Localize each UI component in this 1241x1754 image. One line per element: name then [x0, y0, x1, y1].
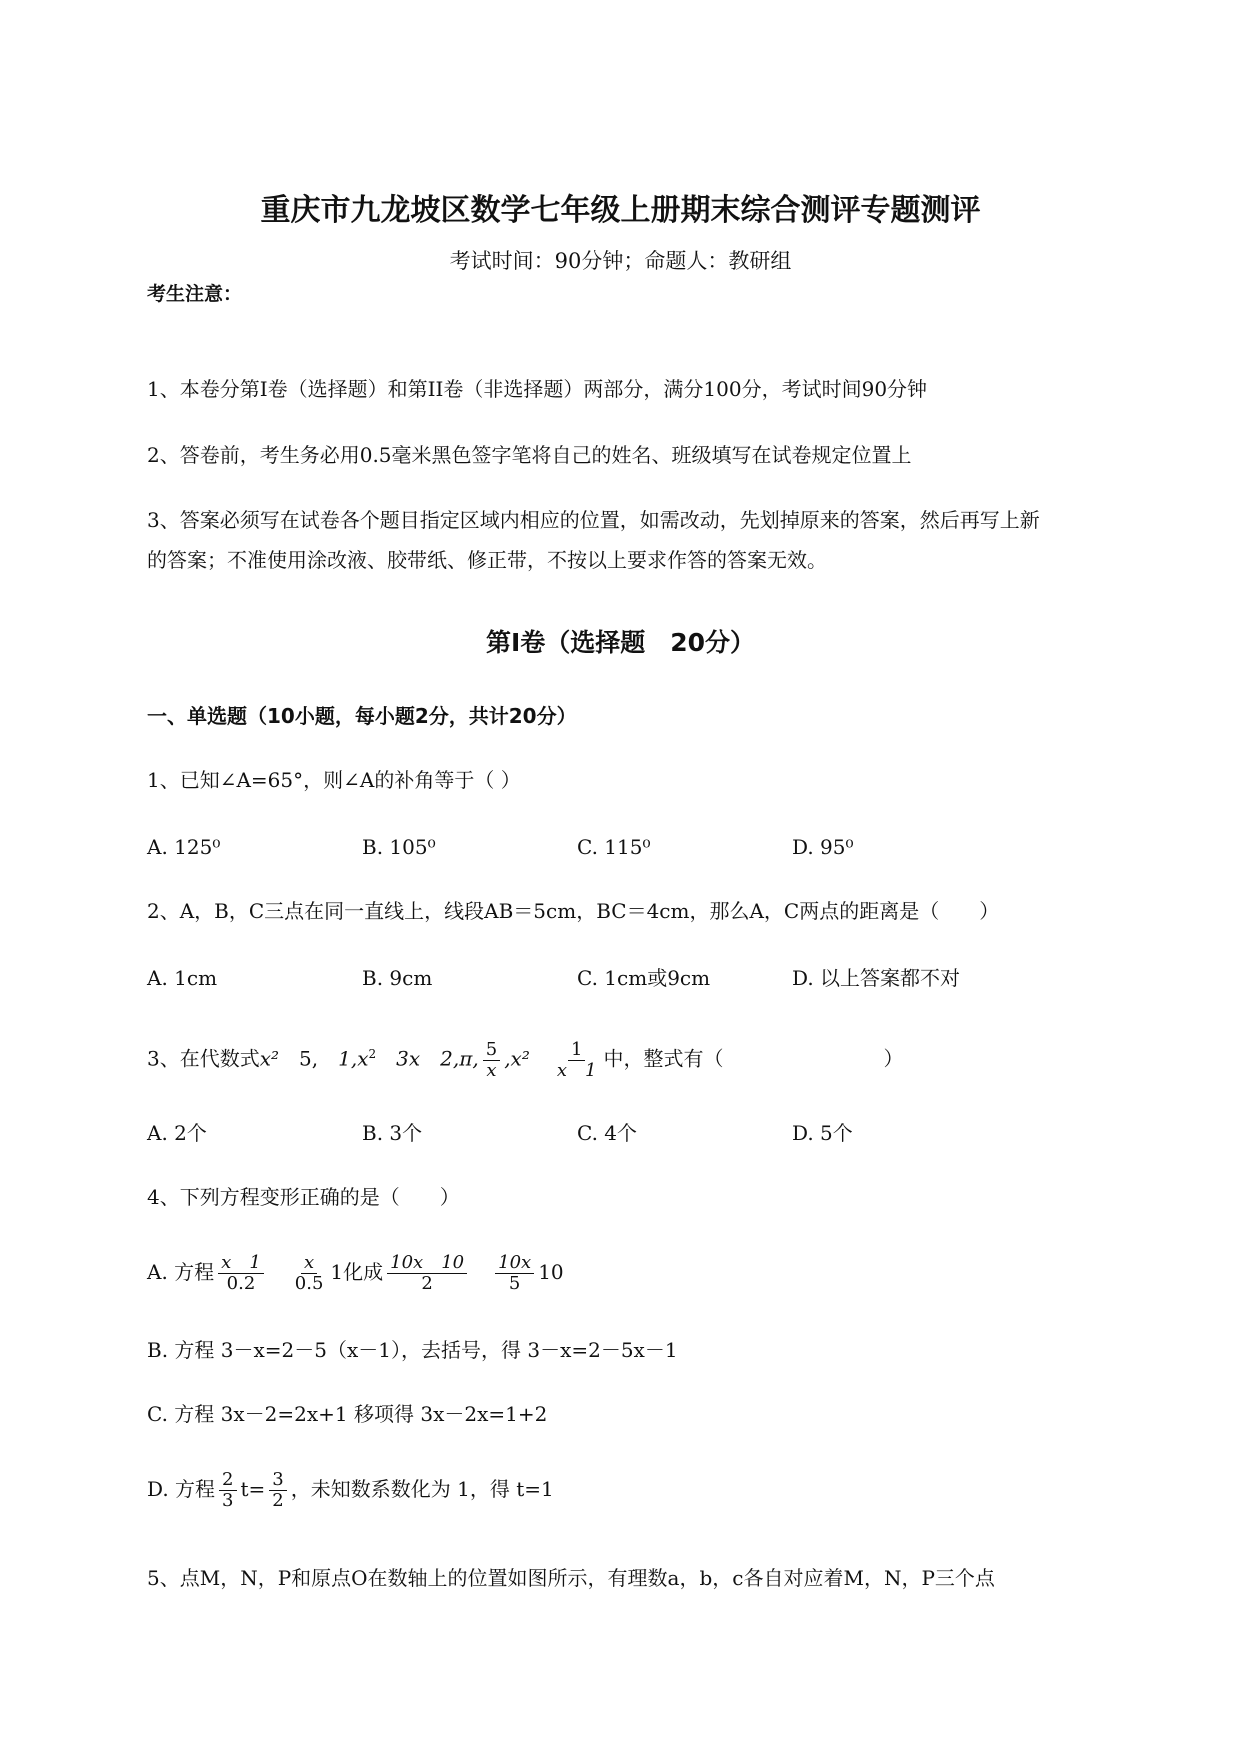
q3-frac2-num: 1	[568, 1040, 585, 1061]
notice-item-2: 2、答卷前，考生务必用0.5毫米黑色签字笔将自己的姓名、班级填写在试卷规定位置上	[147, 443, 912, 467]
page-title: 重庆市九龙坡区数学七年级上册期末综合测评专题测评	[260, 193, 981, 228]
q4-a-f3-den: 2	[421, 1273, 433, 1294]
q4-d-mid: t=	[240, 1477, 266, 1501]
q3-expr-4: 3x	[396, 1046, 421, 1071]
question-5-stem: 5、点M，N，P和原点O在数轴上的位置如图所示，有理数a，b，c各自对应着M，N，P三个点	[147, 1566, 995, 1590]
q4-a-f1-num: x 1	[218, 1253, 264, 1274]
q3-frac1-den: x	[486, 1059, 497, 1081]
question-4-stem: 4、下列方程变形正确的是（ ）	[147, 1185, 460, 1209]
q2-option-d: D. 以上答案都不对	[792, 966, 961, 990]
q3-frac2-den: x 1	[556, 1059, 597, 1081]
q3-option-b: B. 3个	[362, 1121, 423, 1145]
q4-option-a	[147, 1248, 564, 1296]
question-3-stem: 3、在代数式x² 5, $1,x^2$ 3x 2,π, $\frac{5}{x}$ ,x² $\frac{1}{x 1}$ 中，整式有（ ）	[147, 1038, 904, 1081]
q3-expr-2: 5	[299, 1046, 312, 1071]
q4-a-f2-num: x	[301, 1253, 317, 1274]
q4-d-f2-num: 3	[269, 1470, 286, 1491]
q2-option-c: C. 1cm或9cm	[577, 966, 711, 990]
q4-option-d	[147, 1465, 554, 1513]
q3-expr-6: ,x²	[504, 1046, 530, 1071]
q4-d-f1-den: 3	[222, 1490, 234, 1511]
q4-a-f4-den: 5	[508, 1273, 521, 1294]
q2-option-b: B. 9cm	[362, 966, 433, 990]
q3-suffix: 中，整式有（ ）	[603, 1046, 904, 1071]
q4-d-fraction-1	[219, 1470, 236, 1511]
question-2-stem: 2、A，B，C三点在同一直线上，线段AB＝5cm，BC＝4cm，那么A，C两点的距离是（ ）	[147, 899, 1000, 923]
notice-item-3-cont: 的答案；不准使用涂改液、胶带纸、修正带，不按以上要求作答的答案无效。	[147, 548, 827, 572]
notice-heading: 考生注意：	[147, 283, 243, 305]
q4-option-c: C. 方程 3x－2=2x+1 移项得 3x－2x=1+2	[147, 1402, 548, 1426]
q3-option-c: C. 4个	[577, 1121, 638, 1145]
q4-d-end: ，未知数系数化为 1，得 t=1	[290, 1477, 554, 1501]
q4-a-fraction-2	[292, 1253, 327, 1294]
q3-expr-5: 2,π,	[440, 1046, 479, 1071]
q4-a-f1-den: 0.2	[226, 1273, 256, 1294]
q4-a-f3-num: 10x 10	[387, 1253, 467, 1274]
q4-a-mid: 1化成	[330, 1260, 384, 1284]
notice-item-1: 1、本卷分第I卷（选择题）和第II卷（非选择题）两部分，满分100分，考试时间90分钟	[147, 377, 928, 401]
q3-option-d: D. 5个	[792, 1121, 853, 1145]
q4-d-f2-den: 2	[272, 1490, 284, 1511]
q4-option-b: B. 方程 3－x=2－5（x－1），去括号，得 3－x=2－5x－1	[147, 1338, 678, 1362]
q1-option-b: B. 105⁰	[362, 835, 436, 859]
notice-item-3: 3、答案必须写在试卷各个题目指定区域内相应的位置，如需改动，先划掉原来的答案，然后再写上新	[147, 508, 1040, 532]
q4-a-end: 10	[538, 1260, 564, 1284]
q4-a-f2-den: 0.5	[294, 1273, 324, 1294]
part-title: 一、单选题（10小题，每小题2分，共计20分）	[147, 704, 577, 728]
q2-option-a: A. 1cm	[147, 966, 218, 990]
q4-d-prefix: D. 方程	[147, 1477, 216, 1501]
section-title: 第I卷（选择题 20分）	[485, 628, 756, 657]
q4-a-fraction-1	[218, 1253, 264, 1294]
q3-fraction-1	[483, 1040, 500, 1081]
q3-option-a: A. 2个	[147, 1121, 207, 1145]
q3-expr-3: 1,x	[338, 1046, 369, 1071]
q1-option-a: A. 125⁰	[147, 835, 221, 859]
q4-a-fraction-3	[387, 1253, 467, 1294]
q1-option-d: D. 95⁰	[792, 835, 854, 859]
q4-d-fraction-2	[269, 1470, 286, 1511]
q3-prefix: 3、在代数式	[147, 1046, 260, 1071]
q3-fraction-2	[554, 1040, 600, 1081]
question-1-stem: 1、已知∠A=65°，则∠A的补角等于（ ）	[147, 768, 521, 792]
q4-a-prefix: A. 方程	[147, 1260, 215, 1284]
q3-frac1-num: 5	[483, 1040, 500, 1061]
q4-a-fraction-4	[495, 1253, 534, 1294]
q4-a-f4-num: 10x	[495, 1253, 534, 1274]
q4-d-f1-num: 2	[219, 1470, 236, 1491]
q1-option-c: C. 115⁰	[577, 835, 651, 859]
q3-expr-1: x²	[259, 1046, 280, 1071]
exam-info: 考试时间：90分钟；命题人：教研组	[449, 249, 792, 273]
